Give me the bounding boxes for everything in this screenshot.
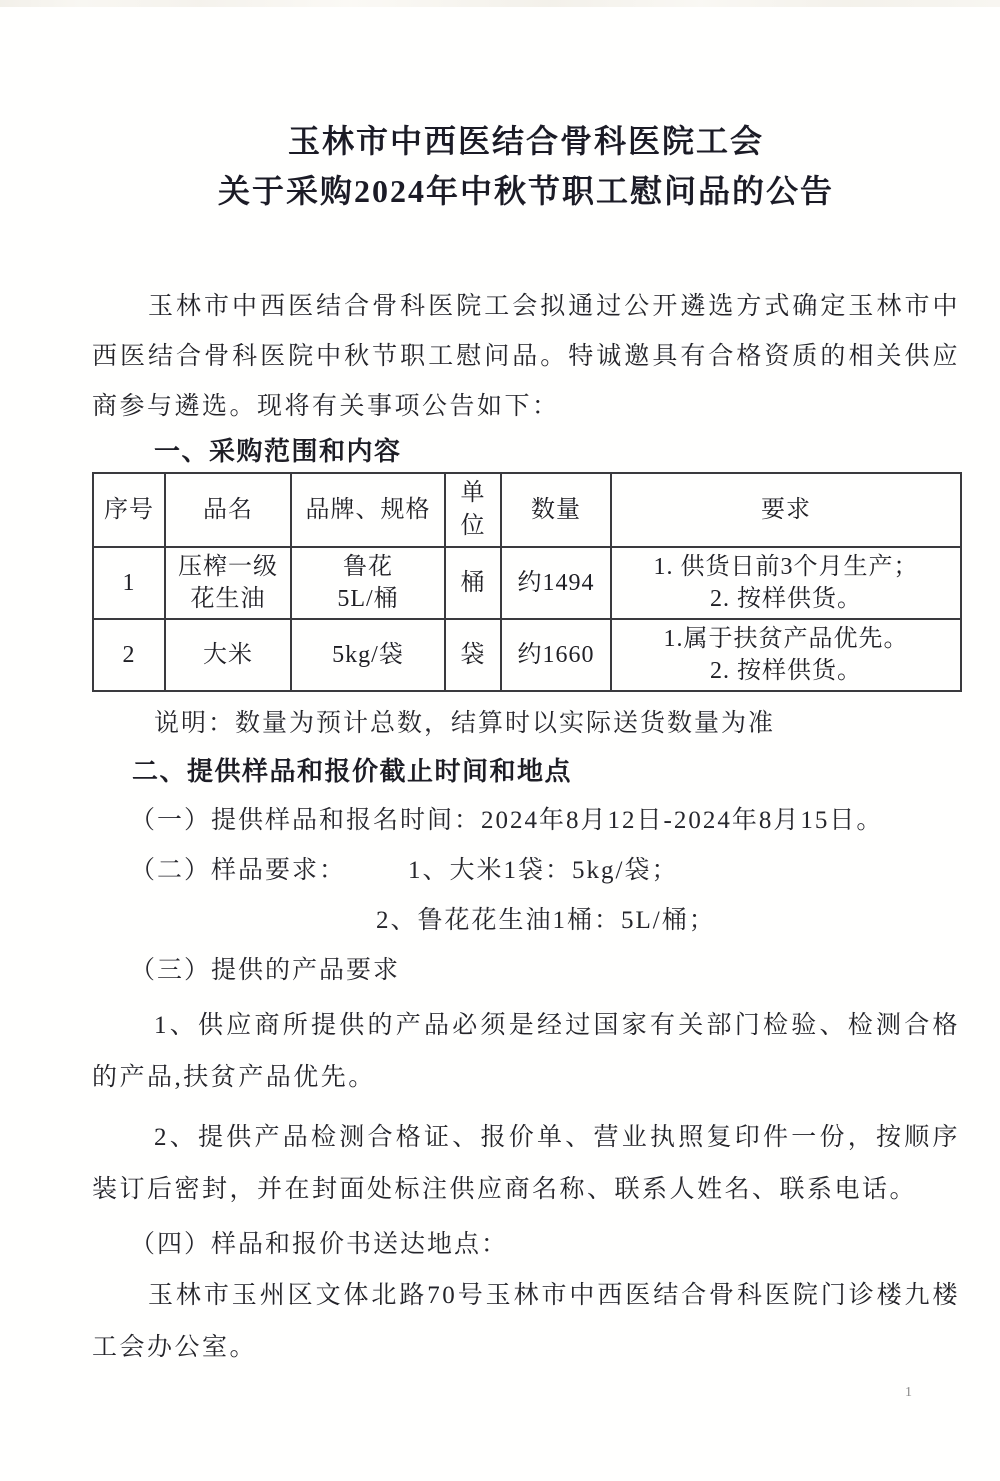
item-4-address: 玉林市玉州区文体北路70号玉林市中西医结合骨科医院门诊楼九楼工会办公室。 xyxy=(92,1282,960,1361)
item-3-heading: （三）提供的产品要求 xyxy=(130,957,401,984)
col-header-unit xyxy=(445,473,501,547)
cell-requirements xyxy=(611,547,961,619)
col-header-serial: 序号 xyxy=(93,473,165,547)
col-header-unit-label: 单位 xyxy=(460,480,486,539)
document-title-line-2: 关于采购2024年中秋节职工慰问品的公告 xyxy=(217,173,834,209)
cell-brand-spec xyxy=(291,547,445,619)
requirement-line: 2. 按样供货。 xyxy=(710,586,862,612)
cell-quantity: 约1660 xyxy=(501,619,611,691)
item-3-paragraph-1: 1、供应商所提供的产品必须是经过国家有关部门检验、检测合格的产品,扶贫产品优先。 xyxy=(92,1012,960,1091)
table-row xyxy=(93,619,961,691)
table-header-row xyxy=(93,473,961,547)
requirement-line: 1.属于扶贫产品优先。 xyxy=(663,626,909,652)
table-note: 说明：数量为预计总数，结算时以实际送货数量为准 xyxy=(154,710,776,737)
col-header-requirements: 要求 xyxy=(611,473,961,547)
cell-requirements xyxy=(611,619,961,691)
col-header-item-name: 品名 xyxy=(165,473,291,547)
item-2-label: （二）样品要求： xyxy=(130,857,347,884)
col-header-brand-spec: 品牌、规格 xyxy=(291,473,445,547)
col-header-quantity: 数量 xyxy=(501,473,611,547)
item-3-paragraph-2: 2、提供产品检测合格证、报价单、营业执照复印件一份，按顺序装订后密封，并在封面处标注供应商名称、联系人姓名、联系电话。 xyxy=(92,1124,960,1203)
item-2-sample-1: 1、大米1袋：5kg/袋； xyxy=(408,857,679,884)
document-title xyxy=(92,116,960,216)
cell-quantity: 约1494 xyxy=(501,547,611,619)
item-2-sample-requirements xyxy=(92,850,960,892)
cell-brand-spec: 5kg/袋 xyxy=(291,619,445,691)
section-1-heading: 一、采购范围和内容 xyxy=(154,437,402,466)
requirement-line: 2. 按样供货。 xyxy=(710,658,862,684)
cell-unit: 袋 xyxy=(445,619,501,691)
item-4-heading: （四）样品和报价书送达地点： xyxy=(130,1231,509,1258)
cell-item-name xyxy=(165,547,291,619)
document-title-line-1: 玉林市中西医结合骨科医院工会 xyxy=(287,123,764,159)
cell-brand-spec-line: 鲁花 xyxy=(343,554,393,580)
table-row xyxy=(93,547,961,619)
cell-item-name-line: 压榨一级 xyxy=(178,554,278,580)
section-2-heading: 二、提供样品和报价截止时间和地点 xyxy=(132,757,573,786)
cell-unit: 桶 xyxy=(445,547,501,619)
requirement-line: 1. 供货日前3个月生产； xyxy=(653,554,919,580)
document-content xyxy=(0,116,1000,1374)
item-2-sample-2: 2、鲁花花生油1桶：5L/桶； xyxy=(376,907,716,934)
cell-item-name-line: 花生油 xyxy=(190,586,266,612)
intro-paragraph: 玉林市中西医结合骨科医院工会拟通过公开遴选方式确定玉林市中西医结合骨科医院中秋节职工慰问品。特诚邀具有合格资质的相关供应商参与遴选。现将有关事项公告如下： xyxy=(92,293,960,420)
cell-serial: 2 xyxy=(93,619,165,691)
cell-brand-spec-line: 5L/桶 xyxy=(337,586,399,612)
procurement-table xyxy=(92,472,962,692)
cell-item-name: 大米 xyxy=(165,619,291,691)
item-1-sample-time: （一）提供样品和报名时间：2024年8月12日-2024年8月15日。 xyxy=(130,807,884,834)
cell-serial: 1 xyxy=(93,547,165,619)
page-number: 1 xyxy=(905,1385,912,1400)
scan-edge-artifact xyxy=(0,0,1000,7)
